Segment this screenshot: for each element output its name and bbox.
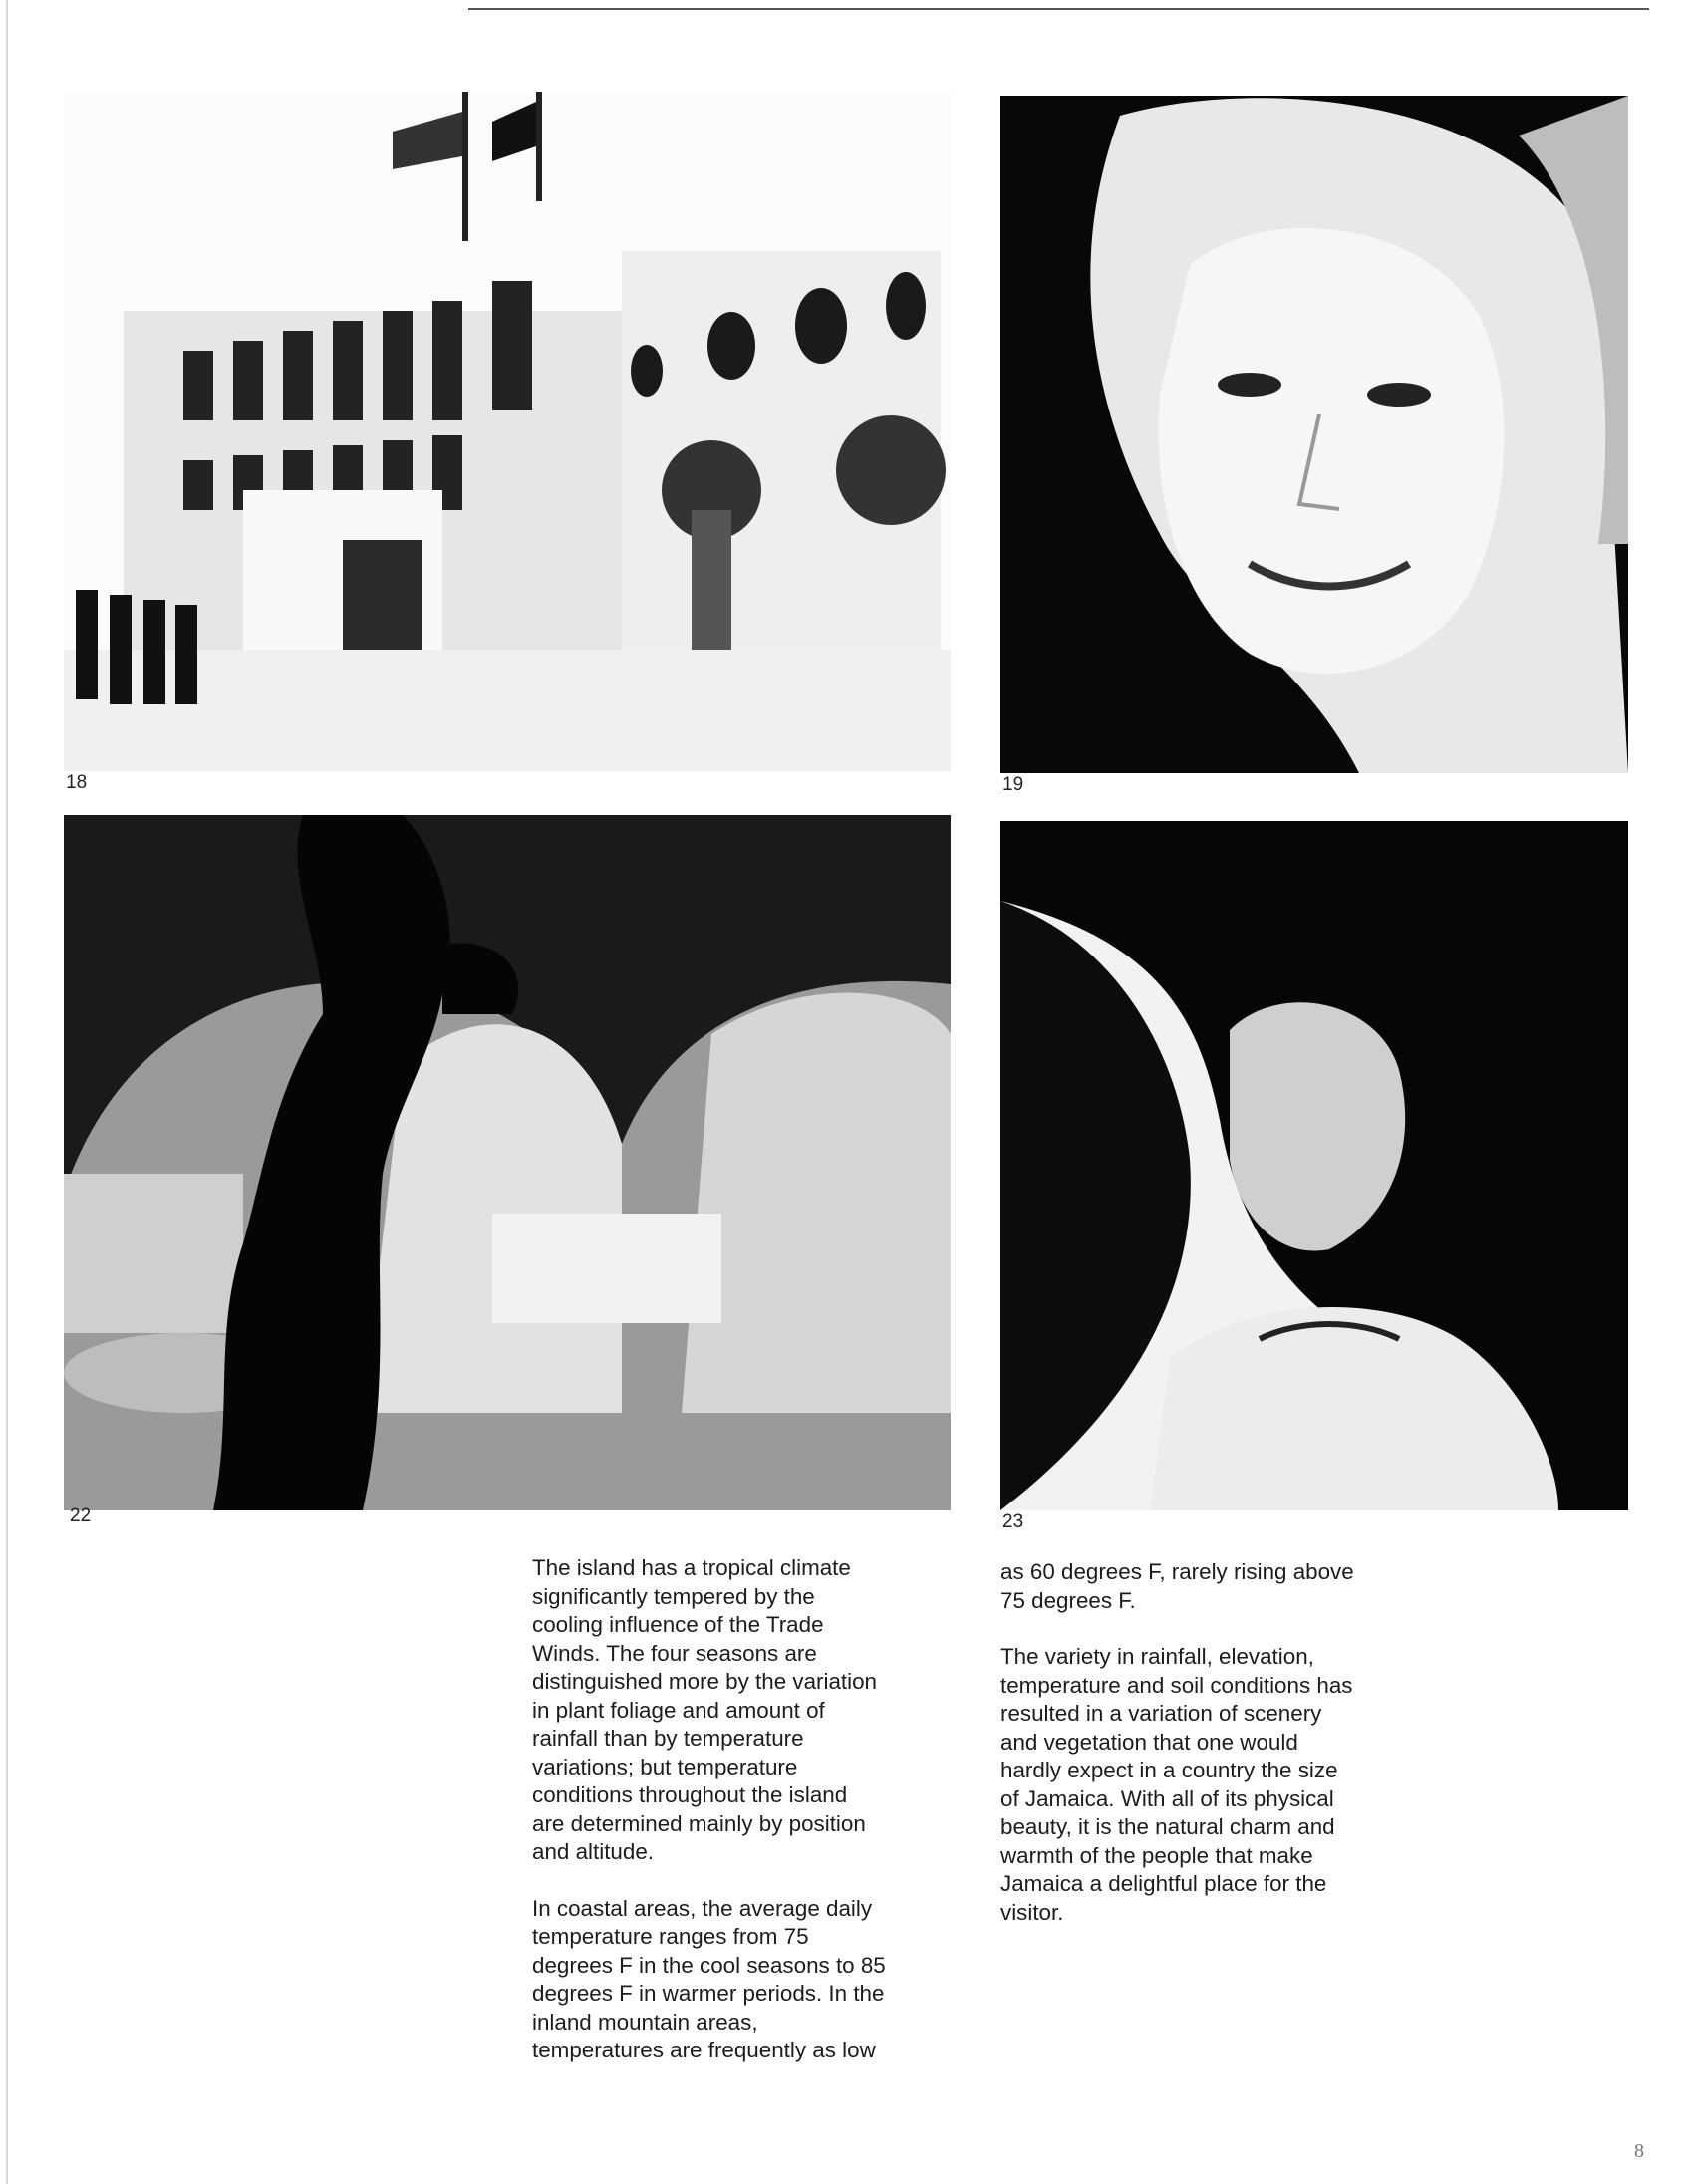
photo-18-building [64, 92, 951, 771]
photo-18-number: 18 [66, 772, 88, 793]
photo-19-number: 19 [1002, 774, 1024, 795]
page-edge [6, 0, 8, 2184]
building-illustration [64, 92, 951, 771]
photo-19-portrait [1000, 96, 1628, 773]
page-number: 8 [1634, 2140, 1644, 2162]
statue-illustration [64, 815, 951, 1510]
photo-22-number: 22 [70, 1505, 92, 1526]
body-column-1 [532, 1554, 971, 2065]
top-rule [468, 8, 1649, 10]
paragraph-temperature-range: as 60 degrees F, rarely rising above 75 degrees F. [1000, 1559, 1354, 1613]
paragraph-coastal-temperatures: In coastal areas, the average daily temperature ranges from 75 degrees F in the cool seasons to 85 degrees F in warmer periods. In the inland mountain areas, temperatures are frequently as low [532, 1895, 886, 2062]
photo-23-portrait [1000, 821, 1628, 1510]
photo-23-number: 23 [1002, 1511, 1024, 1532]
body-column-2 [1000, 1558, 1459, 1927]
photo-22-statue [64, 815, 951, 1510]
paragraph-scenery-and-people: The variety in rainfall, elevation, temperature and soil conditions has resulted in a variation of scenery and vegetation that one would hardly expect in a country the size of Jamaica. With all of its physical beauty, it is the natural charm and warmth of the people that make Jamaica a delightful place for the visitor. [1000, 1644, 1353, 1925]
paragraph-climate: The island has a tropical climate significantly tempered by the cooling influence of the Trade Winds. The four seasons are distinguished more by the variation in plant foliage and amount of rainfall than by temperature variations; but temperature conditions throughout the island are determined mainly by position and altitude. [532, 1555, 878, 1864]
portrait-illustration [1000, 96, 1628, 773]
portrait-illustration [1000, 821, 1628, 1510]
